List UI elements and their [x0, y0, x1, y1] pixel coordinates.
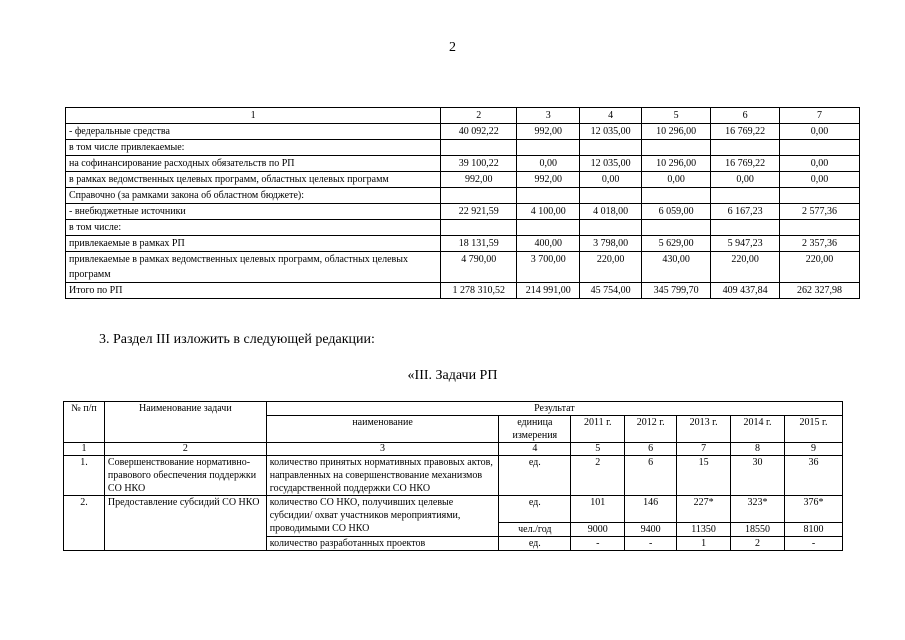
budget-value: 12 035,00: [580, 124, 642, 140]
budget-value: 3 798,00: [580, 236, 642, 252]
budget-value: 3 700,00: [517, 252, 580, 283]
budget-value: 262 327,98: [780, 283, 860, 299]
header-name: наименование: [266, 416, 499, 443]
budget-value: 12 035,00: [580, 156, 642, 172]
budget-value: 5 947,23: [711, 236, 780, 252]
budget-value: [780, 140, 860, 156]
header-year: 2013 г.: [677, 416, 731, 443]
budget-row: [66, 220, 860, 236]
index-cell: 4: [499, 443, 571, 456]
index-cell: 8: [731, 443, 785, 456]
budget-value: 0,00: [642, 172, 711, 188]
task-indicator: количество принятых нормативных правовых актов, направленных на совершенствование механизмов государственной поддержки СО НКО: [266, 456, 499, 496]
budget-value: [517, 140, 580, 156]
budget-row: [66, 204, 860, 220]
budget-row: [66, 172, 860, 188]
budget-value: [580, 140, 642, 156]
page-number: 2: [449, 40, 456, 55]
budget-value: [580, 220, 642, 236]
task-value: 323*: [731, 496, 785, 523]
budget-row-label: привлекаемые в рамках ведомственных целевых программ, областных целевых программ: [66, 252, 441, 283]
task-value: -: [625, 537, 677, 551]
task-unit: чел./год: [499, 523, 571, 537]
budget-value: 0,00: [780, 172, 860, 188]
budget-value: [441, 140, 517, 156]
task-value: 2: [731, 537, 785, 551]
task-value: 227*: [677, 496, 731, 523]
budget-value: [441, 188, 517, 204]
header-unit: единица измерения: [499, 416, 571, 443]
tasks-header-row: [64, 402, 843, 416]
index-cell: 2: [104, 443, 266, 456]
budget-row-label: в том числе:: [66, 220, 441, 236]
budget-value: 430,00: [642, 252, 711, 283]
budget-row-label: на софинансирование расходных обязательств по РП: [66, 156, 441, 172]
budget-value: 0,00: [780, 124, 860, 140]
task-unit: ед.: [499, 496, 571, 523]
task-indicator: количество СО НКО, получивших целевые субсидии/ охват участников мероприятиями, проводимыми СО НКО: [266, 496, 499, 537]
task-value: 1: [677, 537, 731, 551]
budget-row-label: - федеральные средства: [66, 124, 441, 140]
index-cell: 9: [785, 443, 843, 456]
task-row: [64, 496, 843, 523]
budget-row: [66, 283, 860, 299]
header-cell: 3: [517, 108, 580, 124]
budget-value: [711, 220, 780, 236]
header-num: № п/п: [64, 402, 105, 443]
task-value: 2: [571, 456, 625, 496]
index-cell: 1: [64, 443, 105, 456]
header-result: Результат: [266, 402, 842, 416]
index-cell: 6: [625, 443, 677, 456]
budget-value: 16 769,22: [711, 124, 780, 140]
budget-row-label: Справочно (за рамками закона об областном бюджете):: [66, 188, 441, 204]
budget-value: 0,00: [580, 172, 642, 188]
task-value: 376*: [785, 496, 843, 523]
task-row: [64, 456, 843, 496]
budget-value: 0,00: [780, 156, 860, 172]
budget-value: 45 754,00: [580, 283, 642, 299]
task-name: Совершенствование нормативно-правового обеспечения поддержки СО НКО: [104, 456, 266, 496]
task-value: 6: [625, 456, 677, 496]
section-title: «III. Задачи РП: [407, 368, 498, 383]
task-value: 9400: [625, 523, 677, 537]
budget-value: [642, 188, 711, 204]
budget-value: [517, 188, 580, 204]
index-cell: 7: [677, 443, 731, 456]
task-value: -: [571, 537, 625, 551]
task-num: 1.: [64, 456, 105, 496]
budget-row-label: - внебюджетные источники: [66, 204, 441, 220]
budget-value: 409 437,84: [711, 283, 780, 299]
budget-table: [65, 107, 860, 299]
budget-value: 220,00: [780, 252, 860, 283]
instruction-text: 3. Раздел III изложить в следующей редакции:: [99, 332, 375, 347]
budget-value: 18 131,59: [441, 236, 517, 252]
budget-value: 992,00: [517, 172, 580, 188]
budget-value: 10 296,00: [642, 124, 711, 140]
budget-value: 1 278 310,52: [441, 283, 517, 299]
budget-row-label: Итого по РП: [66, 283, 441, 299]
header-cell: 7: [780, 108, 860, 124]
task-value: 11350: [677, 523, 731, 537]
budget-value: [780, 188, 860, 204]
header-year: 2014 г.: [731, 416, 785, 443]
task-value: 9000: [571, 523, 625, 537]
budget-value: 992,00: [517, 124, 580, 140]
task-value: 18550: [731, 523, 785, 537]
budget-row: [66, 252, 860, 283]
header-cell: 4: [580, 108, 642, 124]
budget-value: 400,00: [517, 236, 580, 252]
budget-value: 0,00: [711, 172, 780, 188]
budget-value: [780, 220, 860, 236]
budget-value: 4 018,00: [580, 204, 642, 220]
task-value: 8100: [785, 523, 843, 537]
task-value: 15: [677, 456, 731, 496]
budget-row-label: в рамках ведомственных целевых программ, областных целевых программ: [66, 172, 441, 188]
task-unit: ед.: [499, 537, 571, 551]
task-unit: ед.: [499, 456, 571, 496]
budget-value: 214 991,00: [517, 283, 580, 299]
budget-value: 39 100,22: [441, 156, 517, 172]
budget-value: 4 790,00: [441, 252, 517, 283]
task-indicator: количество разработанных проектов: [266, 537, 499, 551]
budget-value: [642, 220, 711, 236]
index-cell: 5: [571, 443, 625, 456]
budget-row: [66, 140, 860, 156]
header-cell: 2: [441, 108, 517, 124]
header-task: Наименование задачи: [104, 402, 266, 443]
header-year: 2015 г.: [785, 416, 843, 443]
task-value: 101: [571, 496, 625, 523]
budget-value: 2 357,36: [780, 236, 860, 252]
budget-value: 6 167,23: [711, 204, 780, 220]
budget-row: [66, 124, 860, 140]
header-cell: 5: [642, 108, 711, 124]
budget-row-label: привлекаемые в рамках РП: [66, 236, 441, 252]
task-name: Предоставление субсидий СО НКО: [104, 496, 266, 551]
budget-value: [517, 220, 580, 236]
budget-value: 6 059,00: [642, 204, 711, 220]
budget-value: 22 921,59: [441, 204, 517, 220]
budget-value: [580, 188, 642, 204]
budget-value: 992,00: [441, 172, 517, 188]
budget-value: 220,00: [580, 252, 642, 283]
task-value: 146: [625, 496, 677, 523]
budget-value: [711, 140, 780, 156]
budget-value: [711, 188, 780, 204]
budget-value: 2 577,36: [780, 204, 860, 220]
task-value: -: [785, 537, 843, 551]
task-value: 36: [785, 456, 843, 496]
budget-value: 16 769,22: [711, 156, 780, 172]
index-cell: 3: [266, 443, 499, 456]
header-cell: 6: [711, 108, 780, 124]
budget-value: 5 629,00: [642, 236, 711, 252]
budget-row: [66, 156, 860, 172]
budget-value: 4 100,00: [517, 204, 580, 220]
budget-value: 220,00: [711, 252, 780, 283]
budget-value: [441, 220, 517, 236]
header-year: 2011 г.: [571, 416, 625, 443]
budget-value: 40 092,22: [441, 124, 517, 140]
tasks-index-row: [64, 443, 843, 456]
task-num: 2.: [64, 496, 105, 551]
budget-row: [66, 236, 860, 252]
budget-value: 345 799,70: [642, 283, 711, 299]
budget-value: [642, 140, 711, 156]
task-value: 30: [731, 456, 785, 496]
budget-header-row: [66, 108, 860, 124]
budget-row-label: в том числе привлекаемые:: [66, 140, 441, 156]
budget-value: 10 296,00: [642, 156, 711, 172]
budget-row: [66, 188, 860, 204]
budget-value: 0,00: [517, 156, 580, 172]
tasks-table: [63, 401, 843, 551]
header-year: 2012 г.: [625, 416, 677, 443]
header-cell: 1: [66, 108, 441, 124]
